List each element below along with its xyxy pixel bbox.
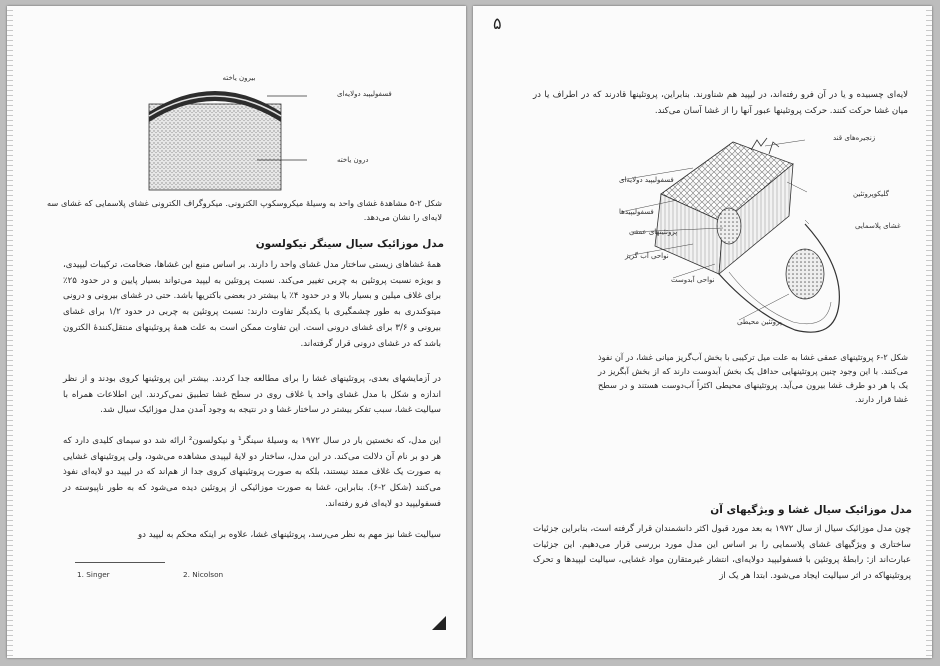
label-bilayer: فسفولیپید دولایه‌ای bbox=[337, 90, 392, 98]
section-heading-left: مدل موزائیک سیال سینگر نیکولسون bbox=[255, 238, 444, 250]
footnote-2: 2. Nicolson bbox=[183, 570, 224, 579]
micrograph-image bbox=[149, 104, 281, 190]
membrane-micrograph-figure bbox=[137, 66, 392, 201]
footnote-1: 1. Singer bbox=[77, 570, 110, 579]
perforation-edge-left bbox=[7, 6, 13, 658]
peripheral-protein bbox=[786, 249, 824, 299]
label-phospholipids: فسفولیپید‌ها bbox=[619, 208, 654, 216]
page-number: ۵ bbox=[493, 14, 502, 33]
figure-caption-right: شکل ۲-۶ پروتئینهای عمقی غشا به علت میل ترکیبی با بخش آب‌گریز میانی غشا، در آن نفوذ می‌کنند. با این وجود چنین پروتئینهایی حداقل یک بخش آبدوست دارند که از بخش آبگریز در یک یا هر دو طرف غشا بیرون می‌آید. پروتئینهای محیطی اکثراً آب‌دوست هستند و در سطح غشا قرار دارند. bbox=[598, 352, 908, 404]
label-peripheral-protein: پروتئین محیطی bbox=[737, 318, 782, 326]
perforation-edge-right bbox=[926, 6, 932, 658]
label-hydrophilic-regions: نواحی آبدوست bbox=[671, 276, 715, 284]
label-phospholipid-bilayer: فسفولیپید دولایه‌ای bbox=[619, 176, 674, 184]
label-inside-cell: درون یاخته bbox=[337, 156, 369, 164]
label-glycoprotein: گلیکوپروتئین bbox=[853, 190, 889, 198]
label-plasma-membrane: غشای پلاسمایی bbox=[855, 222, 901, 230]
paragraph-left-2: در آزمایشهای بعدی، پروتئینهای غشا را برای مطالعه جدا کردند. بیشتر این پروتئینها کروی بودند و از نظر اندازه و شکل با مدل غشای واحد یا غلاف روی در سطح غشا تطبیق نمی‌کردند. این اطلاعات همراه با سیالیت غشا، سبب تفکر بیشتر در ساختار غشا و در نتیجه به وجود آمدن مدل موزائیک سیال شد. bbox=[63, 374, 441, 416]
label-sugar-chains: زنجیره‌های قند bbox=[833, 134, 876, 142]
page-corner-mark bbox=[432, 616, 446, 630]
label-outside-cell: بیرون یاخته bbox=[222, 74, 256, 82]
footnote-divider bbox=[75, 562, 165, 563]
left-page bbox=[7, 6, 466, 658]
paragraph-right-top: لایه‌ای چسبیده و یا در آن فرو رفته‌اند، در لیپید هم شناورند. بنابراین، پروتئینها قادرند که در اطراف یا در میان غشا حرکت کنند. حرکت پروتئینها عبور آنها را از غشا آسان می‌کند. bbox=[533, 90, 908, 116]
paragraph-left-3: این مدل، که نخستین بار در سال ۱۹۷۲ به وسیلۀ سینگر¹ و نیکولسون² ارائه شد دو سیمای کلیدی دارد که هر دو بر نام آن دلالت می‌کند. در این مدل، ساختار دو لایۀ لیپیدی مشاهده می‌شود، ولی پروتئینهای غشایی به صورت یک غلاف ممتد نیستند، بلکه به صورت پروتئینهای کروی جدا از هم‌اند که در لیپید دو لایه‌ای نفوذ می‌کنند (شکل ۲-۶). بنابراین، غشا به صورت موزائیکی از پروتئین دیده می‌شود که به طور ناپیوسته در فسفولیپید دو لایه‌ای فرو رفته‌اند. bbox=[63, 436, 442, 509]
paragraph-left-1: همۀ غشاهای زیستی ساختار مدل غشای واحد را دارند. بر اساس منبع این غشاها، ضخامت، ترکیبات لیپیدی، و بویژه نسبت پروتئین به چربی تغییر می‌کند. نسبت پروتئین به لیپید می‌تواند بسیار پایین و در حدود ۲۵٪ برای غلاف میلین و بسیار بالا و در حدود ۴٪ یا بیشتر در بعضی باکتریها باشد. حتی در غشای بیرونی و درونی میتوکندری به طور چشمگیری با یکدیگر تفاوت دارند: نسبت پروتئین به چربی در حدود ۱/۲ برای غشای بیرونی و ۳/۶ برای غشای درونی است. این تفاوت ممکن است به علت همۀ پروتئینهای منتقل‌کنندۀ الکترون باشد که در غشای درونی قرار گرفته‌اند. bbox=[63, 260, 442, 349]
integral-protein bbox=[717, 208, 741, 244]
fluid-mosaic-diagram bbox=[543, 124, 901, 352]
section-heading-right: مدل موزائیک سیال غشا و ویژگیهای آن bbox=[710, 504, 912, 516]
paragraph-right-bottom: چون مدل موزائیک سیال از سال ۱۹۷۲ به بعد مورد قبول اکثر دانشمندان قرار گرفته است، بنابراین جزئیات ساختاری و ویژگیهای غشای پلاسمایی را بر اساس این مدل مورد بررسی قرار می‌دهیم. این جزئیات عبارت‌اند از: رابطۀ پروتئین با فسفولیپید دولایه‌ای، انتشار غیرمتقارن مواد غشایی، سیالیت لیپیدها و تحرک پروتئینهاکه در اثر سیالیت ایجاد می‌شود. ابتدا هر یک از bbox=[533, 524, 911, 582]
paragraph-left-4: سیالیت غشا نیز مهم به نظر می‌رسد، پروتئینهای غشا، علاوه بر اینکه محکم به لیپید دو bbox=[138, 530, 441, 540]
label-integral-proteins: پروتئینهای عمقی bbox=[629, 228, 678, 236]
right-page bbox=[473, 6, 932, 658]
figure-caption-left: شکل ۲-۵ مشاهدۀ غشای واحد به وسیلۀ میکروسکوپ الکترونی. میکروگراف الکترونی غشای پلاسمایی که غشای سه لایه‌ای را نشان می‌دهد. bbox=[47, 198, 442, 222]
label-hydrophobic-regions: نواحی آب گریز bbox=[625, 252, 669, 260]
